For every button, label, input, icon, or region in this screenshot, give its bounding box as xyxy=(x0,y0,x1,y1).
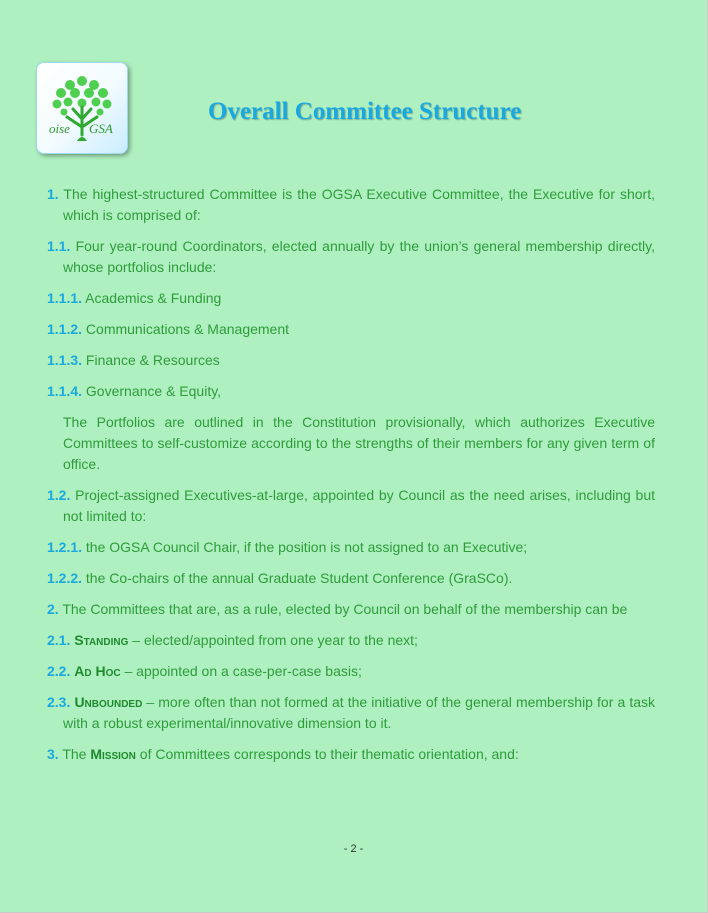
item-text: Finance & Resources xyxy=(85,352,220,368)
item-number: 3. xyxy=(47,746,59,762)
item-number: 1.1.1. xyxy=(47,290,83,306)
item-number: 2.2. xyxy=(47,663,71,679)
item-text-before: The xyxy=(62,746,91,762)
item-text: Governance & Equity, xyxy=(85,383,222,399)
item-number: 1.2. xyxy=(47,487,71,503)
portfolio-note xyxy=(47,412,655,475)
item-text: The Portfolios are outlined in the Constitution provisionally, which authorizes Executive Committees to self-customize according to the strengths of their members for any given term of office. xyxy=(63,414,655,472)
item-number: 2.1. xyxy=(47,632,71,648)
list-item xyxy=(47,630,655,651)
item-text: Communications & Management xyxy=(85,321,290,337)
item-text: Project-assigned Executives-at-large, appointed by Council as the need arises, including but not limited to: xyxy=(63,487,656,524)
item-number: 1.1.2. xyxy=(47,321,83,337)
list-item xyxy=(47,599,655,620)
item-text: of Committees corresponds to their thematic orientation, and: xyxy=(135,746,519,762)
page-title: Overall Committee Structure xyxy=(208,98,522,125)
ogsa-logo xyxy=(36,62,128,154)
list-item xyxy=(47,537,655,558)
item-term: Standing xyxy=(74,632,129,648)
document-body xyxy=(47,184,655,775)
item-text: the Co-chairs of the annual Graduate Student Conference (GraSCo). xyxy=(85,570,513,586)
list-item xyxy=(47,661,655,682)
item-number: 1.2.1. xyxy=(47,539,83,555)
list-item xyxy=(47,692,655,734)
list-item xyxy=(47,485,655,527)
page-number: - 2 - xyxy=(343,843,364,855)
list-item xyxy=(47,236,655,278)
item-number: 1.1.4. xyxy=(47,383,83,399)
item-number: 1.1.3. xyxy=(47,352,83,368)
item-text: Four year-round Coordinators, elected annually by the union’s general membership directly, whose portfolios include: xyxy=(63,238,655,275)
item-number: 2. xyxy=(47,601,59,617)
item-number: 1.2.2. xyxy=(47,570,83,586)
list-item xyxy=(47,381,655,402)
list-item xyxy=(47,288,655,309)
item-text: the OGSA Council Chair, if the position is not assigned to an Executive; xyxy=(85,539,528,555)
item-number: 2.3. xyxy=(47,694,71,710)
logo-text-oise: oise xyxy=(49,121,70,136)
item-text: – appointed on a case-per-case basis; xyxy=(120,663,362,679)
item-term: Ad Hoc xyxy=(74,663,121,679)
list-item xyxy=(47,568,655,589)
item-text: Academics & Funding xyxy=(85,290,222,306)
item-text: The highest-structured Committee is the OGSA Executive Committee, the Executive for short, which is comprised of: xyxy=(63,186,655,223)
list-item xyxy=(47,350,655,371)
item-text: – more often than not formed at the initiative of the general membership for a task with a robust experimental/innovative dimension to it. xyxy=(63,694,655,731)
item-number: 1.1. xyxy=(47,238,71,254)
list-item xyxy=(47,744,655,765)
list-item xyxy=(47,319,655,340)
logo-text-gsa: GSA xyxy=(89,121,113,136)
list-item xyxy=(47,184,655,226)
item-number: 1. xyxy=(47,186,59,202)
item-term: Unbounded xyxy=(74,694,143,710)
tree-icon xyxy=(37,63,127,153)
item-text: – elected/appointed from one year to the next; xyxy=(128,632,418,648)
item-text: The Committees that are, as a rule, elected by Council on behalf of the membership can be xyxy=(62,601,628,617)
item-term: Mission xyxy=(90,746,136,762)
